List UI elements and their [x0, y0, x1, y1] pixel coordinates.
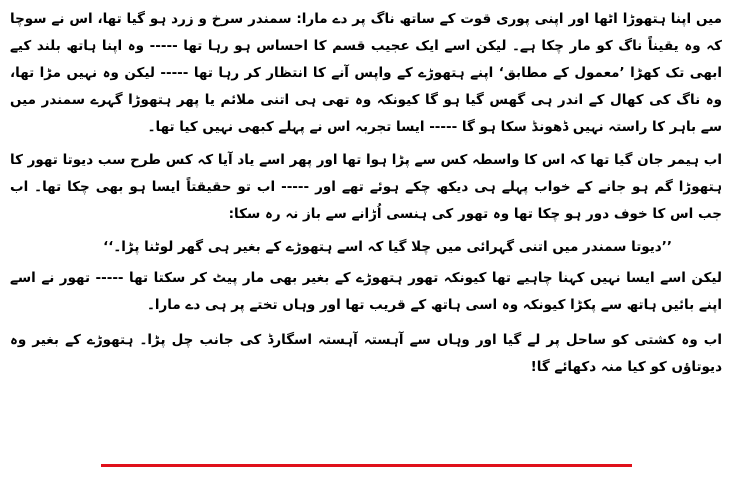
paragraph-2: اب ہیمر جان گیا تھا کہ اس کا واسطہ کس سے پڑا ہوا تھا اور پھر اسے یاد آیا کہ کس طرح سب دیوتا تھور کا ہتھوڑا گم ہو جانے کے خواب پہلے ہی دیکھ چکے ہوئے تھے اور ----- اب تو حقیقتاً ایسا ہو بھی چکا تھا۔ اب جب اس کا خوف دور ہو چکا تھا وہ تھور کی ہنسی اُڑانے سے باز نہ رہ سکا: [10, 152, 722, 222]
paragraph-4: اب وہ کشتی کو ساحل پر لے گیا اور وہاں سے آہستہ آہستہ اسگارڈ کی جانب چل پڑا۔ ہتھوڑے کے بغیر وہ دیوتاؤں کو کیا منہ دکھائے گا! [10, 332, 722, 375]
quoted-line: ’’دیوتا سمندر میں اتنی گہرائی میں چلا گیا کہ اسے ہتھوڑے کے بغیر ہی گھر لوٹنا پڑا۔‘‘ [103, 239, 672, 255]
paragraph-1: میں اپنا ہتھوڑا اٹھا اور اپنی پوری قوت کے ساتھ ناگ پر دے مارا: سمندر سرخ و زرد ہو گیا تھا، اس نے سوچا کہ وہ یقیناً ناگ کو مار چکا ہے۔ لیکن اسے ایک عجیب قسم کا احساس ہو رہا تھا ----- وہ اپنا ہاتھ بلند کیے ابھی تک کھڑا ’معمول کے مطابق‘ اپنے ہتھوڑے کے واپس آنے کا انتظار کر رہا تھا ----- لیکن وہ نہیں مڑا تھا، وہ ناگ کی کھال کے اندر ہی گھس گیا ہو گا کیونکہ وہ تھی ہی اتنی ملائم یا پھر ہتھوڑا گہرے سمندر میں سے باہر کا راستہ نہیں ڈھونڈ سکا ہو گا ----- ایسا تجربہ اس نے پہلے کبھی نہیں کیا تھا۔ [10, 11, 722, 135]
red-divider-line [101, 464, 632, 467]
urdu-text-body [10, 6, 722, 381]
paragraph-3: لیکن اسے ایسا نہیں کہنا چاہیے تھا کیونکہ تھور ہتھوڑے کے بغیر بھی مار پیٹ کر سکتا تھا ----- تھور نے اسے اپنے بائیں ہاتھ سے پکڑا کیونکہ وہ اسی ہاتھ کے قریب تھا اور وہاں تختے پر ہی دے مارا۔ [10, 270, 722, 313]
